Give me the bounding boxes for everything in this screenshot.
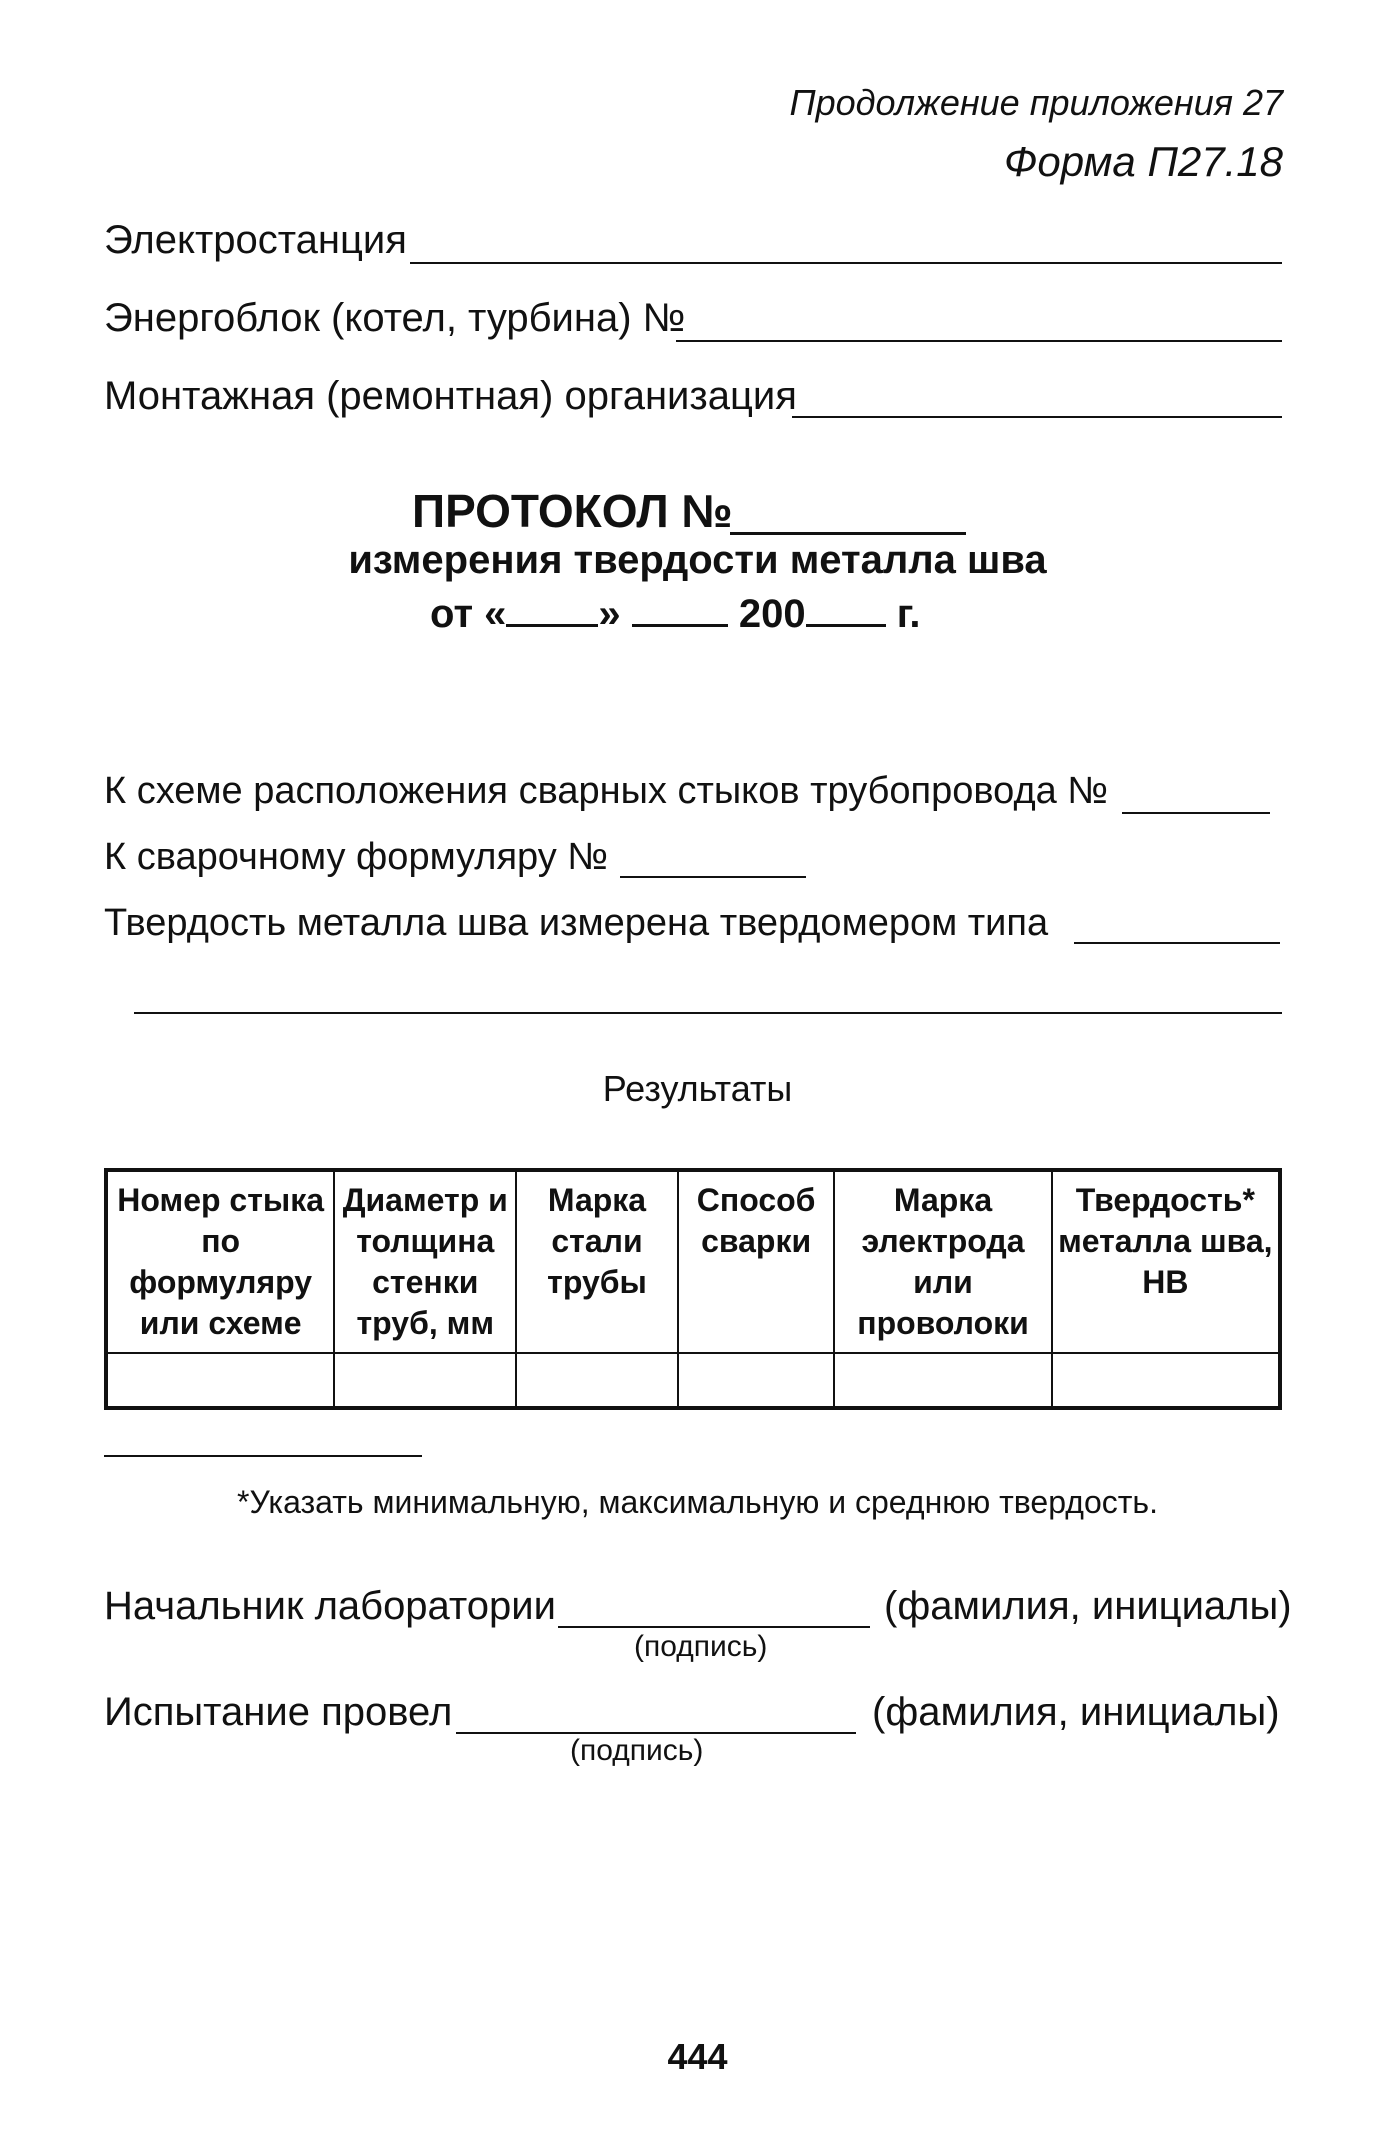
lab-head-signature-caption: (подпись) <box>634 1630 768 1663</box>
protocol-subtitle: измерения твердости металла шва <box>348 538 1047 582</box>
table-cell[interactable] <box>834 1353 1051 1408</box>
field-unit-line[interactable] <box>676 340 1282 342</box>
field-form-line[interactable] <box>620 876 806 878</box>
field-org-line[interactable] <box>792 416 1282 418</box>
col-welding-method: Способ сварки <box>678 1170 835 1353</box>
col-joint-number: Номер стыка по формуляру или схеме <box>106 1170 334 1353</box>
field-unit-label: Энергоблок (котел, турбина) № <box>104 296 686 340</box>
field-org-label: Монтажная (ремонтная) организация <box>104 374 797 418</box>
col-electrode-grade: Марка электрода или проволоки <box>834 1170 1051 1353</box>
lab-head-name: (фамилия, инициалы) <box>884 1584 1292 1628</box>
results-header-row <box>106 1170 1280 1353</box>
field-form-label: К сварочному формуляру № <box>104 836 609 878</box>
date-suffix: г. <box>896 592 921 636</box>
protocol-title <box>412 484 733 538</box>
form-id: Форма П27.18 <box>1004 138 1283 185</box>
col-diameter-thickness: Диаметр и толщина стенки труб, мм <box>334 1170 516 1353</box>
field-station-line[interactable] <box>410 262 1282 264</box>
results-title: Результаты <box>602 1068 793 1109</box>
tester-label: Испытание провел <box>104 1690 453 1734</box>
table-cell[interactable] <box>106 1353 334 1408</box>
table-row <box>106 1353 1280 1408</box>
results-table <box>104 1168 1282 1410</box>
footnote-rule <box>104 1455 422 1457</box>
col-steel-grade: Марка стали трубы <box>516 1170 678 1353</box>
col-hardness: Твердость* металла шва, НВ <box>1052 1170 1280 1353</box>
tester-name: (фамилия, инициалы) <box>872 1690 1280 1734</box>
table-cell[interactable] <box>1052 1353 1280 1408</box>
protocol-date <box>430 592 921 637</box>
field-station-label: Электростанция <box>104 218 407 262</box>
field-tester-label: Твердость металла шва измерена твердомером типа <box>104 902 1049 944</box>
page-number: 444 <box>667 2036 728 2077</box>
date-day-line[interactable] <box>506 624 598 627</box>
date-year: 200 <box>738 592 806 636</box>
footnote: *Указать минимальную, максимальную и среднюю твердость. <box>237 1484 1158 1520</box>
table-cell[interactable] <box>516 1353 678 1408</box>
date-mid: » <box>598 592 621 636</box>
table-cell[interactable] <box>334 1353 516 1408</box>
field-scheme-label: К схеме расположения сварных стыков трубопровода № <box>104 770 1109 812</box>
tester-signature-caption: (подпись) <box>570 1734 704 1767</box>
appendix-note: Продолжение приложения 27 <box>789 82 1283 123</box>
date-year-line[interactable] <box>806 624 886 627</box>
field-scheme-line[interactable] <box>1122 812 1270 814</box>
lab-head-label: Начальник лаборатории <box>104 1584 556 1628</box>
protocol-number-line[interactable] <box>730 532 966 535</box>
table-cell[interactable] <box>678 1353 835 1408</box>
date-prefix: от « <box>430 592 507 636</box>
field-tester-line[interactable] <box>1074 942 1280 944</box>
date-month-line[interactable] <box>632 624 728 627</box>
protocol-title-text: ПРОТОКОЛ № <box>412 485 733 537</box>
lab-head-signature-line[interactable] <box>558 1626 870 1628</box>
field-tester-line-2[interactable] <box>134 1012 1282 1014</box>
